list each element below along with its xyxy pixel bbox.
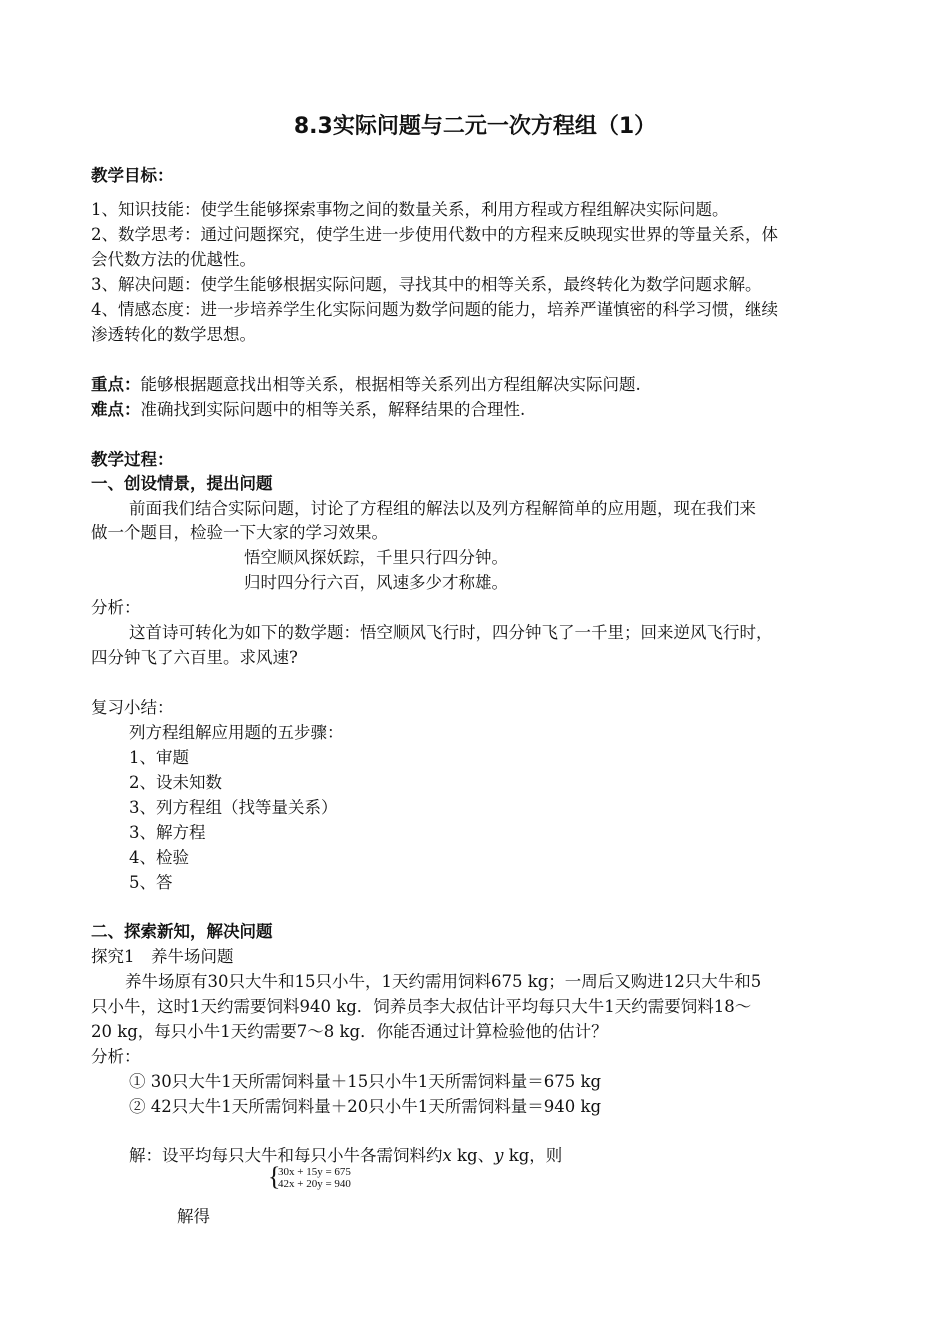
- unit-mid: kg、: [451, 1146, 495, 1165]
- key-point: [91, 373, 641, 397]
- difficulty-label: 难点：: [91, 400, 141, 419]
- solution-prefix: 解：设平均每只大牛和每只小牛各需饲料约: [129, 1146, 443, 1165]
- steps-title: 列方程组解应用题的五步骤：: [129, 723, 344, 742]
- problem-line: 只小牛，这时1天约需要饲料940 kg．饲养员李大叔估计平均每只大牛1天约需要饲料18～: [91, 997, 752, 1016]
- step-item: 3、解方程: [129, 823, 206, 842]
- problem-line: 养牛场原有30只大牛和15只小牛，1天约需用饲料675 kg；一周后又购进12只大牛和5: [125, 972, 762, 991]
- difficulty: [91, 398, 525, 422]
- section1-heading: 一、创设情景，提出问题: [91, 474, 273, 493]
- poem-line: 归时四分行六百，风速多少才称雄。: [244, 573, 508, 592]
- objective-line: 3、解决问题：使学生能够根据实际问题，寻找其中的相等关系，最终转化为数学问题求解。: [91, 275, 762, 294]
- difficulty-text: 准确找到实际问题中的相等关系，解释结果的合理性.: [140, 400, 526, 419]
- analysis-line: 这首诗可转化为如下的数学题：悟空顺风飞行时，四分钟飞了一千里；回来逆风飞行时，: [129, 623, 773, 642]
- process-heading: 教学过程：: [91, 450, 174, 469]
- problem-line: 20 kg，每只小牛1天约需要7～8 kg．你能否通过计算检验他的估计？: [91, 1022, 608, 1041]
- step-item: 2、设未知数: [129, 773, 222, 792]
- objective-line: 4、情感态度：进一步培养学生化实际问题为数学问题的能力，培养严谨慎密的科学习惯，继续: [91, 300, 778, 319]
- poem-line: 悟空顺风探妖踪，千里只行四分钟。: [244, 548, 508, 567]
- objective-line: 2、数学思考：通过问题探究，使学生进一步使用代数中的方程来反映现实世界的等量关系，体: [91, 225, 778, 244]
- objective-line: 1、知识技能：使学生能够探索事物之间的数量关系，利用方程或方程组解决实际问题。: [91, 200, 729, 219]
- solution-line: [129, 1144, 562, 1168]
- intro-line: 做一个题目，检验一下大家的学习效果。: [91, 523, 388, 542]
- step-item: 3、列方程组（找等量关系）: [129, 798, 338, 817]
- solution-suffix: kg，则: [503, 1146, 563, 1165]
- step-item: 1、审题: [129, 748, 189, 767]
- objective-line: 渗透转化的数学思想。: [91, 325, 256, 344]
- relation-line: ② 42只大牛1天所需饲料量＋20只小牛1天所需饲料量＝940 kg: [129, 1097, 602, 1116]
- review-label: 复习小结：: [91, 698, 174, 717]
- var-y: y: [494, 1146, 504, 1165]
- var-x: x: [442, 1146, 452, 1165]
- objective-line: 会代数方法的优越性。: [91, 250, 256, 269]
- step-item: 5、答: [129, 873, 173, 892]
- analysis2-label: 分析：: [91, 1047, 141, 1066]
- section2-heading: 二、探索新知，解决问题: [91, 922, 273, 941]
- objectives-heading: 教学目标：: [91, 166, 174, 185]
- solved-label: 解得: [177, 1207, 210, 1226]
- brace-icon: {: [268, 1162, 281, 1191]
- inquiry-title: 探究1 养牛场问题: [91, 947, 234, 966]
- key-point-label: 重点：: [91, 375, 141, 394]
- relation-line: ① 30只大牛1天所需饲料量＋15只小牛1天所需饲料量＝675 kg: [129, 1072, 602, 1091]
- analysis-label: 分析：: [91, 598, 141, 617]
- key-point-text: 能够根据题意找出相等关系，根据相等关系列出方程组解决实际问题.: [140, 375, 641, 394]
- intro-line: 前面我们结合实际问题，讨论了方程组的解法以及列方程解简单的应用题，现在我们来: [129, 499, 756, 518]
- equation-2: 42x + 20y = 940: [278, 1178, 351, 1190]
- page-title: 8.3实际问题与二元一次方程组（1）: [293, 114, 657, 139]
- step-item: 4、检验: [129, 848, 189, 867]
- analysis-line: 四分钟飞了六百里。求风速?: [91, 648, 298, 667]
- equation-1: 30x + 15y = 675: [278, 1166, 351, 1178]
